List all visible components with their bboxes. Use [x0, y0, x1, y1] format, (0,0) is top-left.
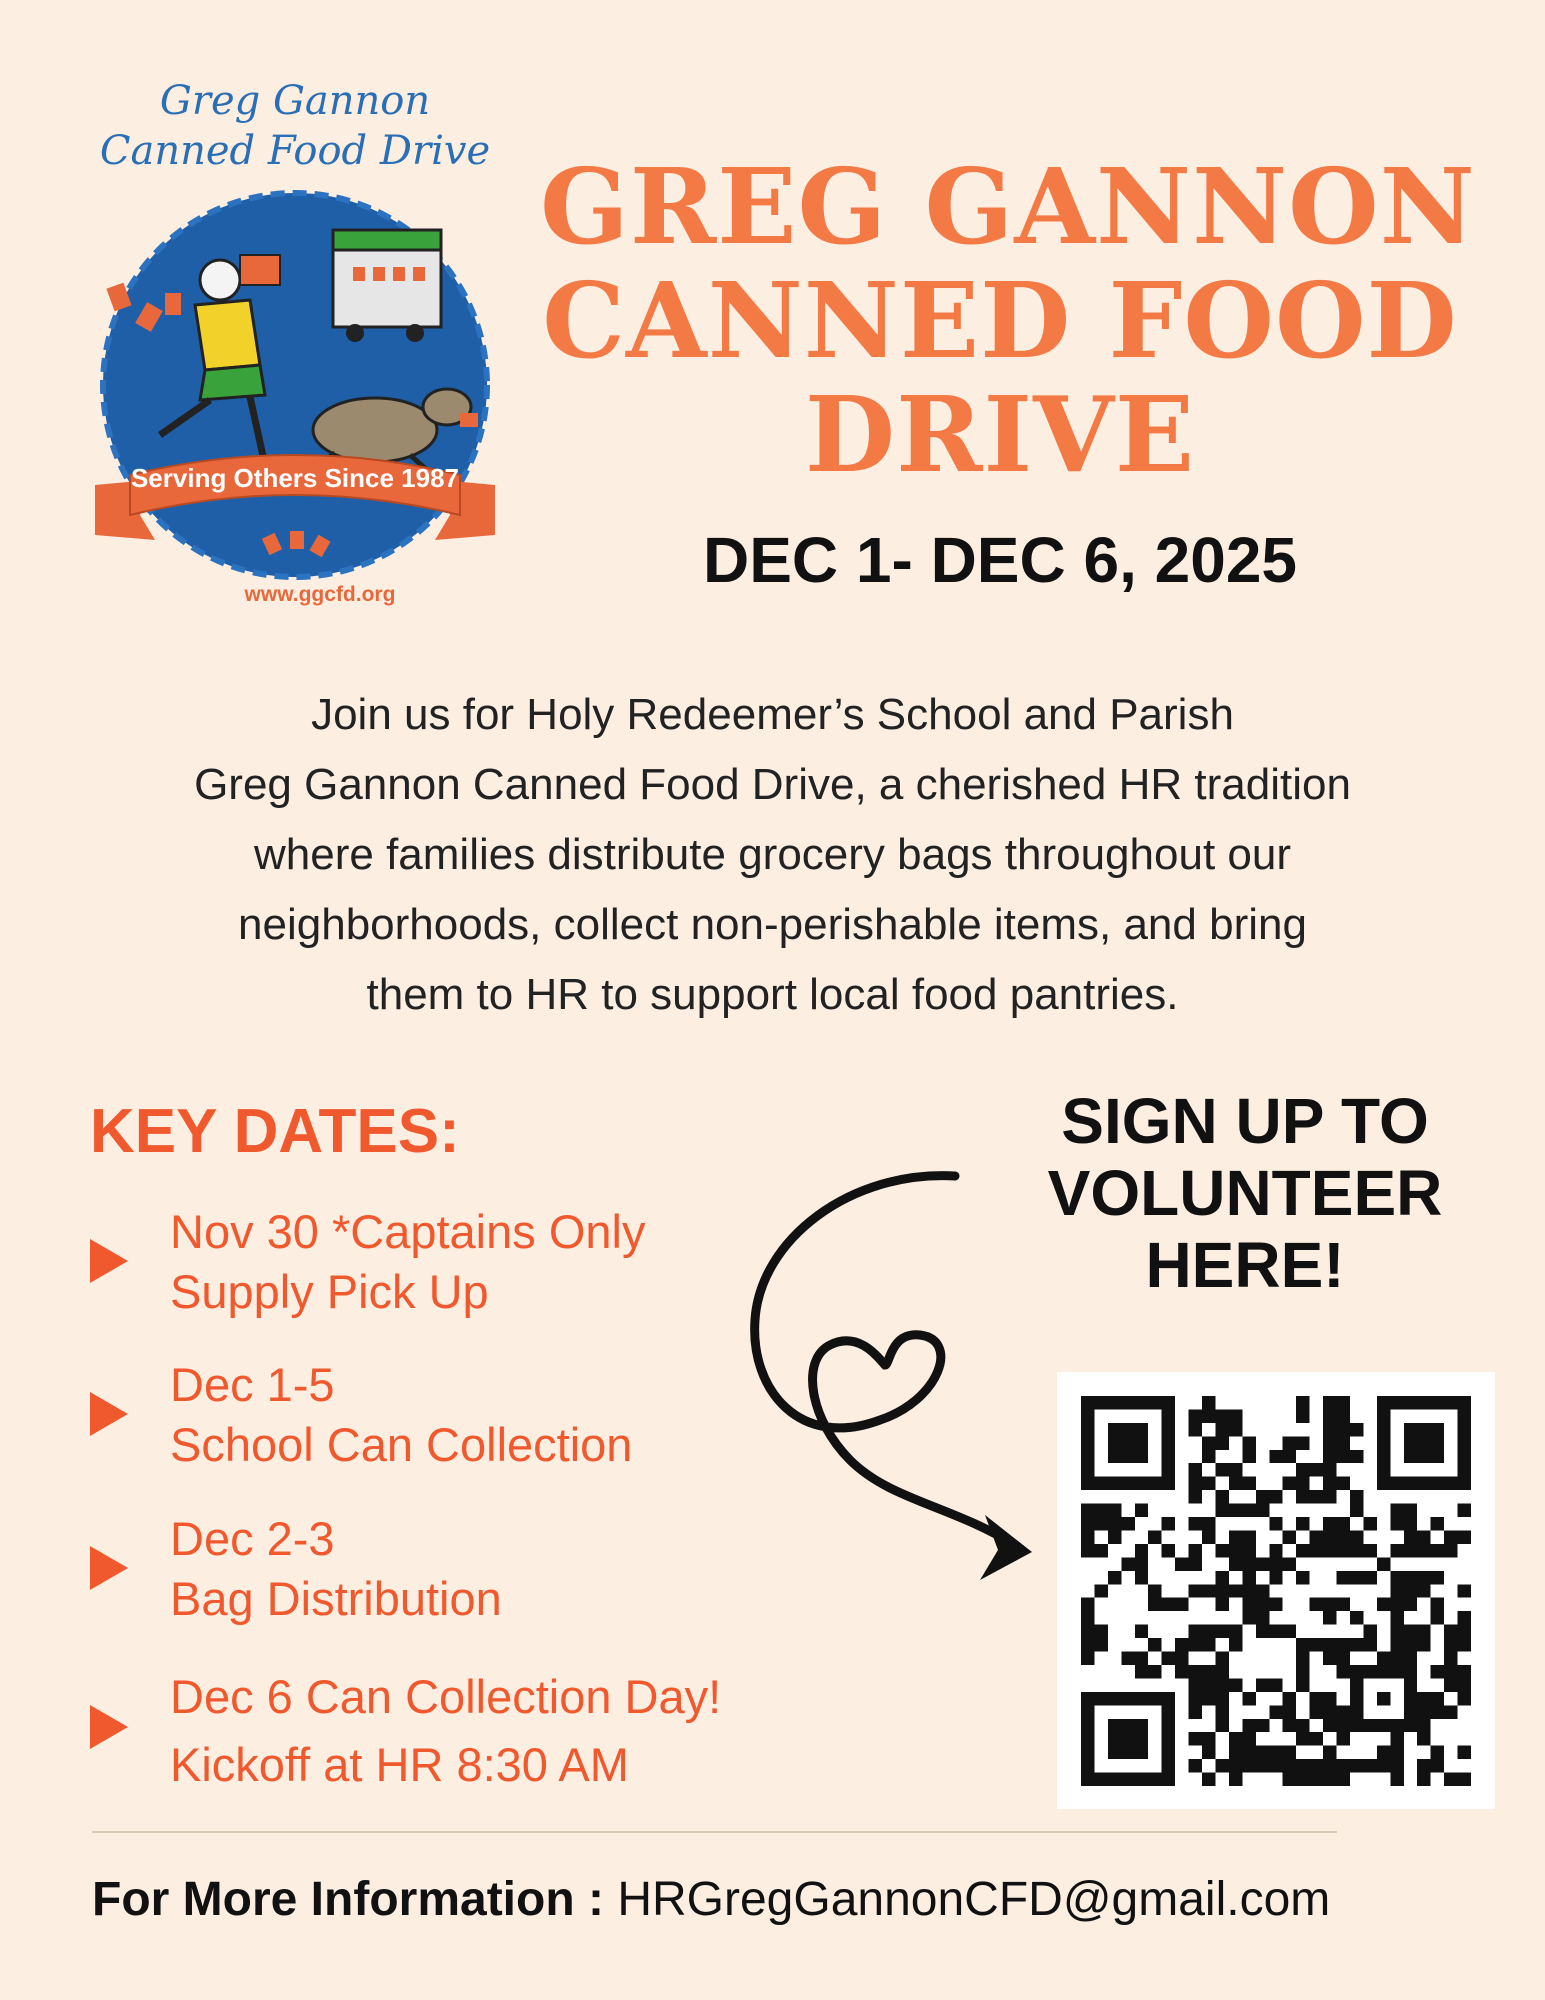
logo-emblem — [55, 185, 535, 580]
banner-text: Serving Others Since 1987 — [130, 463, 460, 493]
footer-contact — [92, 1872, 1330, 1927]
signup-heading — [1010, 1085, 1480, 1301]
intro-line2: Greg Gannon Canned Food Drive, a cherished HR tradition — [194, 760, 1351, 809]
qr-code-card[interactable] — [1057, 1372, 1495, 1809]
signup-line1: SIGN UP TO — [1061, 1085, 1429, 1157]
title-line2: CANNED FOOD — [542, 259, 1458, 382]
intro-line1: Join us for Holy Redeemer’s School and Parish — [311, 690, 1234, 739]
key-date-line2: Kickoff at HR 8:30 AM — [170, 1738, 629, 1791]
intro-line4: neighborhoods, collect non-perishable items, and bring — [238, 900, 1307, 949]
logo-url[interactable]: www.ggcfd.org — [244, 583, 396, 606]
curly-arrow-icon — [740, 1160, 1040, 1620]
key-date-line1: Dec 2-3 — [170, 1512, 335, 1565]
play-arrow-icon — [90, 1705, 128, 1749]
logo-script-line2: Canned Food Drive — [99, 128, 491, 174]
key-date-line2: School Can Collection — [170, 1418, 633, 1471]
play-arrow-icon — [90, 1239, 128, 1283]
signup-line2: VOLUNTEER — [1047, 1157, 1443, 1229]
title-line3: DRIVE — [804, 373, 1196, 496]
qr-code-icon[interactable] — [1081, 1396, 1471, 1786]
divider — [92, 1831, 1337, 1833]
contact-email[interactable]: HRGregGannonCFD@gmail.com — [617, 1873, 1331, 1926]
logo — [55, 75, 535, 625]
event-dates: DEC 1- DEC 6, 2025 — [702, 524, 1298, 596]
intro-line5: them to HR to support local food pantries. — [366, 970, 1179, 1019]
truck-icon — [333, 230, 441, 342]
key-date-line1: Nov 30 *Captains Only — [170, 1205, 646, 1258]
intro-paragraph — [40, 680, 1505, 1030]
key-date-line2: Bag Distribution — [170, 1572, 502, 1625]
key-date-line1: Dec 1-5 — [170, 1358, 335, 1411]
page-title — [540, 145, 1476, 496]
title-line1: GREG GANNON — [540, 145, 1476, 268]
intro-line3: where families distribute grocery bags throughout our — [254, 830, 1291, 879]
key-date-line2: Supply Pick Up — [170, 1265, 489, 1318]
logo-script-line1: Greg Gannon — [159, 78, 431, 124]
key-dates-heading: KEY DATES: — [90, 1097, 460, 1166]
footer-label: For More Information : — [92, 1873, 618, 1926]
play-arrow-icon — [90, 1392, 128, 1436]
key-date-line1: Dec 6 Can Collection Day! — [170, 1670, 722, 1723]
signup-line3: HERE! — [1145, 1229, 1345, 1301]
play-arrow-icon — [90, 1546, 128, 1590]
